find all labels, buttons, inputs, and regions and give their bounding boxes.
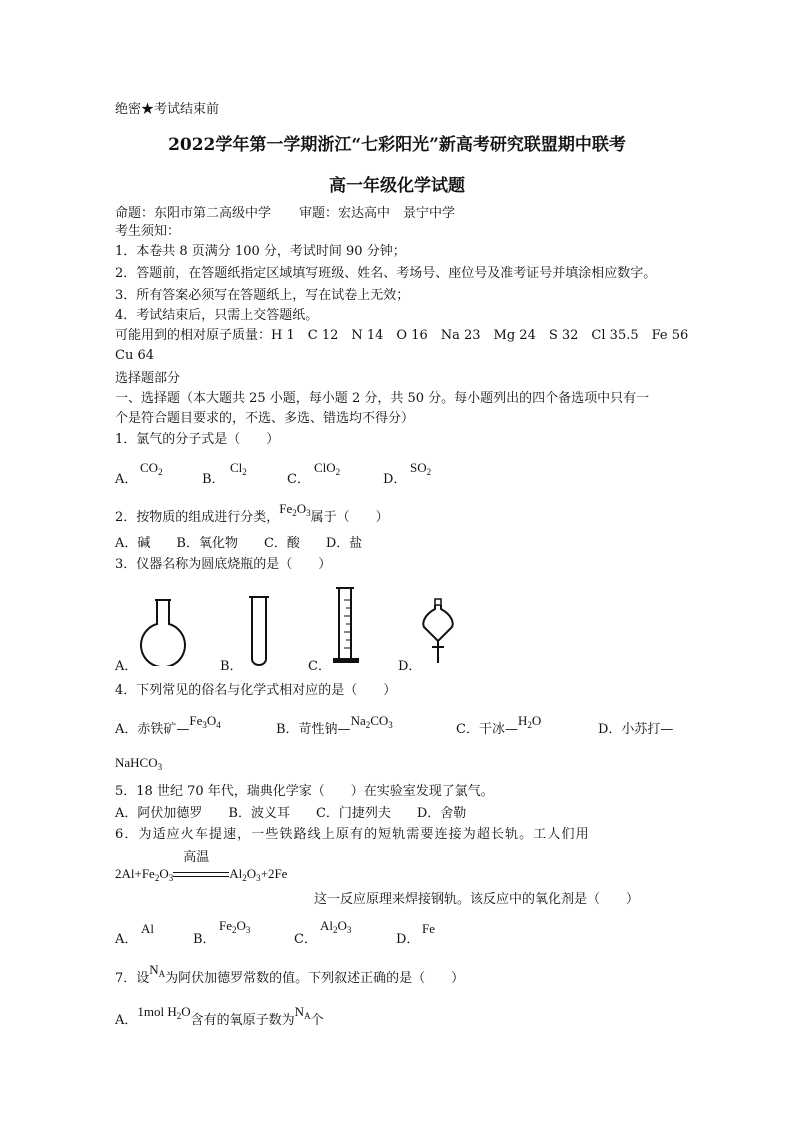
- q6-label-d: D．: [396, 932, 420, 947]
- q1-label-b: B．: [202, 472, 225, 487]
- q6-option-c: $Al_2O_3$: [320, 918, 352, 935]
- q7-na-symbol-2: $N_A$: [294, 1004, 311, 1021]
- exam-subtitle: 高一年级化学试题: [329, 176, 465, 196]
- q6-option-b: $Fe_2O_3$: [219, 918, 251, 935]
- round-bottom-flask-icon: [137, 598, 189, 666]
- q6-stem-2: 这一反应原理来焊接钢轨。该反应中的氧化剂是（ ）: [314, 892, 640, 907]
- q4-formula-d: NaHCO$_3$: [115, 755, 163, 772]
- q1-formula-c: ClO$_2$: [314, 460, 341, 477]
- q3-label-a: A．: [115, 659, 138, 674]
- author-line: [115, 206, 455, 222]
- q6-equation-right: $Al_2O_3+2Fe$: [229, 866, 288, 883]
- q1-formula-a: $CO_2$: [140, 460, 163, 477]
- q6-label-a: A．: [115, 932, 138, 947]
- q1-formula-b: $Cl_2$: [230, 460, 247, 477]
- notice-item: 2．答题前，在答题纸指定区域填写班级、姓名、考场号、座位号及准考证号并填涂相应数字。: [115, 266, 657, 281]
- q5-options: A．阿伏加德罗 B．波义耳 C．门捷列夫 D．舍勒: [115, 806, 467, 821]
- separatory-funnel-icon: [420, 597, 456, 667]
- q3-label-c: C．: [308, 659, 331, 674]
- q7-formula-a: 1mol $H_2O$: [137, 1004, 191, 1021]
- q4-formula-b: $Na_2CO_3$: [350, 713, 393, 730]
- q4-option-d: D．小苏打—: [598, 722, 674, 737]
- notice-heading: 考生须知：: [115, 224, 181, 239]
- test-tube-icon: [248, 595, 270, 667]
- reviewer: 审题：宏达高中 景宁中学: [299, 206, 456, 221]
- q3-stem: 3．仪器名称为圆底烧瓶的是（ ）: [115, 557, 332, 572]
- notice-item: 4．考试结束后，只需上交答题纸。: [115, 308, 319, 323]
- q1-label-c: C．: [287, 472, 310, 487]
- q3-label-b: B．: [220, 659, 243, 674]
- q4-stem: 4．下列常见的俗名与化学式相对应的是（ ）: [115, 683, 397, 698]
- notice-item: 3．所有答案必须写在答题纸上，写在试卷上无效；: [115, 288, 410, 303]
- q4-option-a: A．赤铁矿$—Fe_3O_4$: [115, 713, 221, 737]
- q6-option-a: Al: [141, 921, 154, 936]
- q3-label-d: D．: [398, 659, 422, 674]
- secret-label: 绝密★考试结束前: [115, 102, 220, 117]
- q6-equation-left: $2Al+Fe_2O_3$: [115, 866, 174, 883]
- q6-option-d: Fe: [422, 921, 435, 936]
- q5-stem: 5．18 世纪 70 年代，瑞典化学家（ ）在实验室发现了氯气。: [115, 784, 494, 799]
- q7-stem: 7．设$N_A$为阿伏加德罗常数的值。下列叙述正确的是（ ）: [115, 962, 465, 986]
- q4-formula-a: $Fe_3O_4$: [189, 713, 221, 730]
- q6-label-b: B．: [193, 932, 216, 947]
- q7-na-symbol: $N_A$: [149, 962, 166, 979]
- q6-condition: 高温: [183, 850, 210, 866]
- q4-formula-c: $H_2O$: [517, 713, 542, 730]
- q2-stem: 2．按物质的组成进行分类，$Fe_2O_3$属于（ ）: [115, 501, 389, 525]
- section-intro-2: 个是符合题目要求的，不选、多选、错选均不得分）: [115, 411, 415, 426]
- q2-formula: $Fe_2O_3$: [279, 501, 311, 518]
- part-heading: 选择题部分: [115, 371, 181, 386]
- q1-label-d: D．: [383, 472, 407, 487]
- atomic-mass-line-2: Cu 64: [115, 348, 154, 363]
- section-intro: 一、选择题（本大题共 25 小题，每小题 2 分，共 50 分。每小题列出的四个备选项中只有一: [115, 391, 650, 406]
- q7-option-a: A．1mol $H_2O$含有的氧原子数为$N_A$个: [115, 1004, 324, 1028]
- q4-option-b: B．苛性钠$—Na_2CO_3$: [276, 713, 393, 737]
- graduated-cylinder-icon: [331, 586, 361, 666]
- q2-options: A．碱 B．氧化物 C．酸 D．盐: [115, 536, 363, 551]
- q1-label-a: A．: [115, 472, 138, 487]
- notice-item: 1．本卷共 8 页满分 100 分，考试时间 90 分钟；: [115, 244, 406, 259]
- q6-label-c: C．: [294, 932, 317, 947]
- exam-title: 2022学年第一学期浙江“七彩阳光”新高考研究联盟期中联考: [168, 135, 626, 155]
- q1-formula-d: $SO_2$: [410, 460, 432, 477]
- q4-option-c: C．干冰$—H_2O$: [456, 713, 542, 737]
- q6-stem: 6．为适应火车提速，一些铁路线上原有的短轨需要连接为超长轨。工人们用: [115, 827, 590, 842]
- q1-stem: 1．氯气的分子式是（ ）: [115, 432, 280, 447]
- atomic-mass-line: 可能用到的相对原子质量：H 1 C 12 N 14 O 16 Na 23 Mg 24 S 32 Cl 35.5 Fe 56: [115, 328, 689, 343]
- q6-reaction-arrow: [173, 850, 229, 882]
- author: 命题：东阳市第二高级中学: [115, 206, 272, 221]
- q6-equation: [115, 850, 288, 883]
